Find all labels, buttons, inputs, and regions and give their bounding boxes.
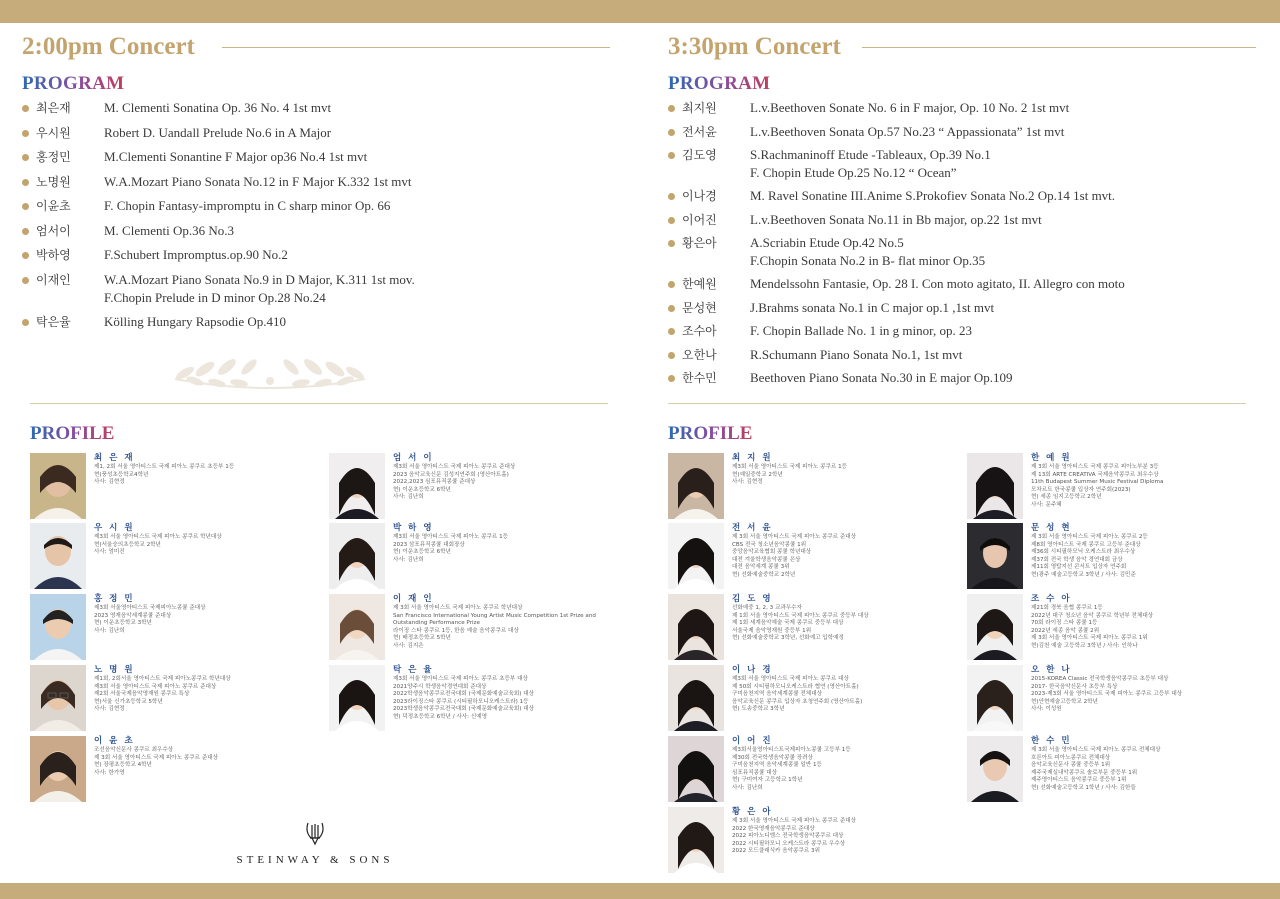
program-list bbox=[22, 99, 622, 337]
profile-name: 이 나 경 bbox=[732, 665, 773, 675]
profile-detail: 제 3회 서울 영아티스트 국제 피아노 콩쿠르 2등 bbox=[1031, 534, 1148, 540]
profile-name: 한 예 원 bbox=[1031, 453, 1072, 463]
profile-detail: 2017- 한국음악신문사 초등부 특상 bbox=[1031, 683, 1118, 690]
piece-title: A.Scriabin Etude Op.42 No.5 bbox=[750, 235, 904, 250]
profile-name: 탁 은 율 bbox=[393, 665, 434, 675]
performer-name: 한수민 bbox=[682, 371, 717, 385]
profile-detail: 현) 선화예술고등학교 1학년 / 사사: 김한들 bbox=[1031, 784, 1136, 791]
piece-title: M. Clementi Op.36 No.3 bbox=[104, 222, 234, 238]
profile-detail: 제 3회 서울 영아티스트 국제 피아노 콩쿠르 학년대상 bbox=[393, 605, 523, 611]
steinway-logo bbox=[220, 820, 410, 866]
bullet-icon bbox=[22, 228, 29, 235]
program-item bbox=[668, 369, 1268, 393]
profile-card bbox=[967, 594, 1153, 660]
profile-detail: 제1, 2회 서울 영아티스트 국제 피아노 콩쿠르 초등부 1등 bbox=[94, 464, 235, 470]
bullet-icon bbox=[668, 240, 675, 247]
program-item bbox=[668, 275, 1268, 299]
piece-title: L.v.Beethoven Sonata No.11 in Bb major, op.22 1st mvt bbox=[750, 211, 1042, 227]
program-item bbox=[22, 222, 622, 247]
profile-detail: Outstanding Performance Prize bbox=[393, 620, 480, 626]
performer-name: 최은재 bbox=[36, 101, 71, 115]
profile-detail: 2022년 대구 청소년 음악 콩쿠르 학년부 전체대상 bbox=[1031, 612, 1154, 619]
piece-title: L.v.Beethoven Sonata Op.57 No.23 “ Appassionata” 1st mvt bbox=[750, 123, 1065, 139]
profile-detail: 제36회 시티필하모닉 오케스트라 최우수상 bbox=[1031, 549, 1136, 555]
profile-detail: 제 3회 서울 영아티스트 국제 피아노 콩쿠르 전체대상 bbox=[1031, 747, 1161, 753]
profile-name: 엄 서 이 bbox=[393, 453, 434, 463]
profile-detail: 제 3회 서울 영아티스트 국제 콩쿠르 피아노부분 3등 bbox=[1031, 464, 1159, 470]
profile-detail: 11th Budapest Summer Music Festival Diploma bbox=[1031, 479, 1164, 485]
piece-title: F.Schubert Impromptus.op.90 No.2 bbox=[104, 247, 288, 262]
program-item bbox=[668, 146, 1268, 187]
piece-title: W.A.Mozart Piano Sonata No.12 in F Major K.332 1st mvt bbox=[104, 173, 412, 189]
piece-title: Mendelssohn Fantasie, Op. 28 I. Con moto agitato, II. Allegro con moto bbox=[750, 276, 1125, 291]
profile-detail: 대전 겨울학생음악콩쿨 은상 bbox=[732, 556, 801, 563]
profile-card bbox=[967, 665, 1182, 731]
performer-name: 이나경 bbox=[682, 189, 717, 203]
profile-detail: 대전 음악세계 콩쿨 3위 bbox=[732, 564, 790, 570]
profile-detail: 현)서울숭의초등학교 2학년 bbox=[94, 541, 161, 548]
profile-detail: 제3회 서울 영아티스트 국제 피아노 콩쿠르 대상 bbox=[732, 676, 849, 682]
bullet-icon bbox=[22, 105, 29, 112]
performer-name: 노명원 bbox=[36, 174, 71, 189]
program-item bbox=[668, 123, 1268, 147]
bullet-icon bbox=[22, 203, 29, 210]
laurel-ornament-icon bbox=[155, 345, 385, 389]
profile-detail: 현)광주 예술고등학교 3학년 / 사사: 김민준 bbox=[1031, 571, 1136, 578]
piece-title: F.Chopin Prelude in D minor Op.28 No.24 bbox=[104, 289, 326, 305]
bullet-icon bbox=[22, 154, 29, 161]
profile-detail: 현) 선화예술중학교 2학년 bbox=[732, 571, 796, 578]
profile-detail: 현)안현예술고등학교 2학년 bbox=[1031, 698, 1098, 705]
profile-card bbox=[967, 453, 1163, 519]
profile-detail: 2022학생음악콩쿠르전국대회 (국제문화예술교육회) 대상 bbox=[393, 691, 535, 697]
program-item bbox=[668, 211, 1268, 235]
profile-detail: 현) 선화예술중학교 3학년, 선화예고 입학예정 bbox=[732, 635, 844, 641]
profile-detail: 선화예중 1, 2, 3 교과우수자 bbox=[732, 605, 802, 611]
profile-detail: 사사: 김난희 bbox=[732, 784, 763, 791]
profile-detail: 제21회 경북 음협 콩쿠르 1등 bbox=[1031, 605, 1103, 611]
profile-detail: 제1회, 2회서울 영아티스트 국제 피아노콩쿠르 학년대상 bbox=[94, 676, 231, 682]
portrait-photo bbox=[668, 665, 724, 731]
bullet-icon bbox=[22, 277, 29, 284]
portrait-photo bbox=[668, 594, 724, 660]
bullet-icon bbox=[668, 193, 675, 200]
profile-detail: 현) 구미여자 고등학교 1학년 bbox=[732, 777, 803, 783]
profile-detail: 현)서울 신가초등학교 5학년 bbox=[94, 698, 163, 705]
portrait-photo bbox=[329, 453, 385, 519]
profile-detail: 70회 라이징 스타 콩쿨 1등 bbox=[1031, 620, 1098, 626]
portrait-photo bbox=[967, 523, 1023, 589]
profile-card bbox=[967, 736, 1160, 802]
profile-detail: 제3회 서울 영아티스트 국제 피아노 콩쿠르 1등 bbox=[732, 464, 848, 470]
profile-detail: 2022 피아노디엠스 전국학생음악콩쿠르 대상 bbox=[732, 833, 844, 839]
profile-card bbox=[967, 523, 1148, 589]
portrait-photo bbox=[967, 594, 1023, 660]
profile-detail: 제 1회 서울 영아티스트 국제 피아노 콩쿠르 중등부 대상 bbox=[732, 612, 869, 619]
piece-title: S.Rachmaninoff Etude -Tableaux, Op.39 No.1 bbox=[750, 147, 991, 162]
profile-name: 조 수 아 bbox=[1031, 594, 1072, 604]
profile-detail: 현) 배정초등학교 5학년 bbox=[393, 635, 451, 641]
performer-name: 이어진 bbox=[682, 212, 717, 227]
profile-detail: 2022년 세종 음악 콩쿨 2위 bbox=[1031, 627, 1100, 634]
profile-name: 박 하 영 bbox=[393, 523, 434, 533]
profile-detail: 제 3회 서울 영아티스트 국제 피아노 콩쿠르 준대상 bbox=[732, 534, 857, 540]
program-item bbox=[22, 271, 622, 313]
profile-card bbox=[668, 807, 856, 873]
portrait-photo bbox=[329, 523, 385, 589]
profile-name: 오 한 나 bbox=[1031, 665, 1072, 675]
bullet-icon bbox=[22, 179, 29, 186]
bullet-icon bbox=[668, 352, 675, 359]
profile-detail: 구미음천지역 음악세계콩쿨 전체대상 bbox=[732, 691, 823, 697]
portrait-photo bbox=[30, 453, 86, 519]
portrait-photo bbox=[668, 736, 724, 802]
profile-name: 홍 정 민 bbox=[94, 594, 135, 604]
section-divider bbox=[30, 403, 608, 404]
profile-card bbox=[30, 665, 231, 731]
brand-name: STEINWAY & SONS bbox=[236, 854, 394, 866]
piece-title: M. Clementi Sonatina Op. 36 No. 4 1st mvt bbox=[104, 100, 332, 115]
concert-title: 2:00pm Concert bbox=[22, 33, 195, 60]
right-concert-page bbox=[640, 23, 1280, 883]
profile-card bbox=[30, 523, 222, 589]
profile-card bbox=[30, 594, 206, 660]
bullet-icon bbox=[22, 319, 29, 326]
bullet-icon bbox=[22, 130, 29, 137]
profile-heading: PROFILE bbox=[668, 423, 753, 444]
profile-detail: 2021양주시 학생음악경연대회 준대상 bbox=[393, 683, 487, 690]
program-item bbox=[22, 313, 622, 338]
bullet-icon bbox=[668, 328, 675, 335]
program-heading: PROGRAM bbox=[22, 73, 125, 94]
profile-detail: 호른아트 피아노콩쿠르 전체대상 bbox=[1031, 754, 1111, 761]
profile-detail: 2023학생음악콩쿠르전국대회 (국제문화예술교육회) 대상 bbox=[393, 706, 535, 712]
section-divider bbox=[668, 403, 1246, 404]
profile-detail: 제 13회 ARTE CREATIVA 국제음악콩쿠르 최우수상 bbox=[1031, 471, 1159, 478]
profile-detail: 제2회 서울국제음악영재원 콩쿠르 특상 bbox=[94, 691, 190, 697]
profile-detail: 사사: 이성원 bbox=[1031, 706, 1062, 712]
profile-detail: 제3회 서울 영아티스트 국제 피아노 콩쿠르 준대상 bbox=[94, 683, 217, 690]
profile-heading: PROFILE bbox=[30, 423, 115, 444]
program-item bbox=[668, 299, 1268, 323]
piece-title: J.Brahms sonata No.1 in C major op.1 ,1st mvt bbox=[750, 299, 995, 315]
performer-name: 김도영 bbox=[682, 148, 717, 162]
concert-title: 3:30pm Concert bbox=[668, 33, 841, 60]
piece-title: M. Ravel Sonatine III.Anime S.Prokofiev Sonata No.2 Op.14 1st mvt. bbox=[750, 188, 1116, 203]
profile-name: 황 은 아 bbox=[732, 807, 773, 817]
title-divider bbox=[222, 47, 610, 48]
profile-name: 한 수 민 bbox=[1031, 736, 1072, 746]
bullet-icon bbox=[668, 375, 675, 382]
profile-name: 최 지 원 bbox=[732, 453, 773, 463]
program-item bbox=[668, 187, 1268, 211]
profile-detail: 제3회 서울 영아티스트 국제 피아노 콩쿠르 1등 bbox=[393, 534, 509, 540]
program-item bbox=[22, 173, 622, 198]
title-divider bbox=[862, 47, 1256, 48]
profile-card bbox=[30, 453, 234, 519]
profile-name: 이 재 인 bbox=[393, 594, 434, 604]
profile-detail: 사사: 김현정 bbox=[732, 479, 763, 485]
portrait-photo bbox=[30, 594, 86, 660]
profile-name: 전 서 윤 bbox=[732, 523, 773, 533]
profile-name: 우 시 원 bbox=[94, 523, 135, 533]
profile-detail: CBS 전국 청소년음악콩쿨 1위 bbox=[732, 541, 807, 548]
bullet-icon bbox=[668, 217, 675, 224]
profile-card bbox=[668, 594, 869, 660]
piece-title: Beethoven Piano Sonata No.30 in E major Op.109 bbox=[750, 370, 1013, 385]
program-item bbox=[22, 148, 622, 173]
profile-detail: 사사: 한가영 bbox=[94, 769, 125, 776]
profile-detail: 라이징 스타 콩쿠르 1등, 한음 예술 음악콩쿠르 대상 bbox=[393, 627, 519, 634]
profile-detail: 현) 이운초등학교 6학년 bbox=[393, 486, 451, 493]
program-heading: PROGRAM bbox=[668, 73, 771, 94]
profile-detail: 2023 음악교육신문 김성지연주회 (영산아트홀) bbox=[393, 471, 509, 478]
profile-card bbox=[668, 736, 851, 802]
profile-detail: 심포뮤직콩쿨 대상 bbox=[732, 769, 778, 776]
profile-detail: 사사: 김현정 bbox=[94, 706, 125, 712]
profile-card bbox=[668, 453, 847, 519]
performer-name: 문성현 bbox=[682, 300, 717, 315]
profile-detail: 사사: 엄미진 bbox=[94, 549, 125, 555]
performer-name: 박하영 bbox=[36, 248, 71, 262]
performer-name: 엄서이 bbox=[36, 223, 71, 238]
piece-title: W.A.Mozart Piano Sonata No.9 in D Major, K.311 1st mov. bbox=[104, 271, 415, 287]
profile-detail: 제37회 전국 학생 음악 경연대회 금상 bbox=[1031, 556, 1123, 563]
profile-detail: 제3회 서울 영아티스트 국제 피아노 콩쿠르 학년대상 bbox=[94, 534, 222, 540]
profile-detail: 제8회 영아티스트 국제 콩쿠르 고등부 준대상 bbox=[1031, 541, 1141, 548]
portrait-photo bbox=[967, 665, 1023, 731]
profile-detail: San Francisco International Young Artist Music Competition 1st Prize and bbox=[393, 612, 596, 619]
profile-detail: 제3회서울영아티스트국제피아노콩쿨 고등부 1등 bbox=[732, 747, 851, 753]
program-item bbox=[668, 346, 1268, 370]
profile-card bbox=[668, 523, 856, 589]
profile-detail: 제 3회 서울 영아티스트 국제 피아노 콩쿠르 준대상 bbox=[732, 818, 857, 824]
portrait-photo bbox=[329, 594, 385, 660]
profile-detail: 중앙음악교육협회 콩쿨 학년대상 bbox=[732, 549, 812, 555]
bottom-gold-band bbox=[0, 883, 1280, 899]
piece-title: L.v.Beethoven Sonate No. 6 in F major, Op. 10 No. 2 1st mvt bbox=[750, 100, 1070, 115]
portrait-photo bbox=[967, 736, 1023, 802]
profile-detail: 제 3회 서울 영아티스트 국제 피아노 콩쿠르 준대상 bbox=[94, 754, 219, 761]
bullet-icon bbox=[668, 105, 675, 112]
profile-detail: 제주국제실내악콩쿠르 솔로부문 중등부 1위 bbox=[1031, 769, 1138, 776]
program-item bbox=[22, 124, 622, 149]
profile-detail: 2022 시티필하모니 오케스트라 콩쿠르 우수상 bbox=[732, 840, 846, 847]
profile-detail: 2022,2023 심포뮤직콩쿨 준대상 bbox=[393, 479, 476, 485]
piece-title: R.Schumann Piano Sonata No.1, 1st mvt bbox=[750, 346, 963, 362]
profile-name: 문 성 현 bbox=[1031, 523, 1072, 533]
left-concert-page bbox=[0, 23, 640, 883]
piece-title: Robert D. Uandall Prelude No.6 in A Major bbox=[104, 124, 332, 140]
profile-detail: 음악교육신문사 콩쿨 중등부 1위 bbox=[1031, 762, 1111, 768]
performer-name: 최지원 bbox=[682, 101, 717, 115]
profile-name: 이 어 진 bbox=[732, 736, 773, 746]
profile-detail: 사사: 김난희 bbox=[393, 494, 424, 500]
profile-name: 노 명 원 bbox=[94, 665, 135, 675]
profile-detail: 현) 이운초등학교 3학년 bbox=[94, 620, 152, 626]
profile-card bbox=[329, 665, 534, 731]
profile-detail: 현)풍성초등학교4학년 bbox=[94, 471, 149, 478]
profile-detail: 사사: 김현정 bbox=[94, 479, 125, 485]
portrait-photo bbox=[30, 665, 86, 731]
lyre-icon bbox=[303, 820, 327, 846]
profile-detail: 음악교육신문 콩쿠르 입상자 초청연주회 (영산아트홀) bbox=[732, 698, 863, 705]
profile-card bbox=[668, 665, 862, 731]
piece-title: Kölling Hungary Rapsodie Op.410 bbox=[104, 313, 286, 329]
performer-name: 홍정민 bbox=[36, 150, 71, 164]
bullet-icon bbox=[668, 152, 675, 159]
program-list bbox=[668, 99, 1268, 393]
profile-detail: 제30회 전국학생음악콩쿨 장려상 bbox=[732, 754, 813, 761]
bullet-icon bbox=[22, 252, 29, 259]
profile-detail: 현) 이운초등학교 6학년 bbox=[393, 549, 451, 555]
piece-title: F.Chopin Sonata No.2 in B- flat minor Op.35 bbox=[750, 253, 986, 268]
profile-detail: 2023 삼포뮤직콩쿨 대회장상 bbox=[393, 541, 465, 548]
profile-detail: 현) 도송중학교 3학년 bbox=[732, 706, 785, 712]
portrait-photo bbox=[30, 523, 86, 589]
piece-title: F. Chopin Ballade No. 1 in g minor, op. 23 bbox=[750, 323, 972, 338]
portrait-photo bbox=[668, 523, 724, 589]
portrait-photo bbox=[668, 453, 724, 519]
piece-title: F. Chopin Fantasy-impromptu in C sharp minor Op. 66 bbox=[104, 198, 391, 213]
program-item bbox=[22, 246, 622, 271]
portrait-photo bbox=[329, 665, 385, 731]
profile-detail: 2023-제3회 서울 영아티스트 국제 피아노 콩쿠르 고등부 대상 bbox=[1031, 691, 1183, 697]
profile-detail: 제 50회 시티필하모니오케스트라 협연 (영산아트홀) bbox=[732, 683, 859, 690]
top-gold-band bbox=[0, 0, 1280, 23]
profile-name: 최 은 재 bbox=[94, 453, 135, 463]
profile-detail: 모차르트 한국콩쿨 입상자 연주회(2023) bbox=[1031, 486, 1131, 493]
program-item bbox=[22, 99, 622, 124]
performer-name: 이재인 bbox=[36, 272, 71, 287]
profile-card bbox=[329, 453, 515, 519]
profile-detail: 서울국제 음악영재원 중등부 1위 bbox=[732, 627, 812, 634]
program-item bbox=[668, 322, 1268, 346]
profile-detail: 2023 영재음악세계콩쿨 준대상 bbox=[94, 612, 172, 619]
performer-name: 황은아 bbox=[682, 236, 717, 250]
piece-title: M.Clementi Sonantine F Major op36 No.4 1st mvt bbox=[104, 149, 368, 164]
profile-detail: 현)김천 예술 고등학교 3학년 / 사사: 인하나 bbox=[1031, 642, 1138, 649]
profile-detail: 제3회 서울영아티스트 국제피아노콩쿨 준대상 bbox=[94, 605, 206, 611]
profile-detail: 조선음악신문사 콩쿠르 최우수상 bbox=[94, 747, 174, 753]
profile-detail: 현) 세종 임지고등학교 2학년 bbox=[1031, 494, 1102, 500]
profile-detail: 현) 장평초등학교 4학년 bbox=[94, 762, 152, 768]
profile-detail: 사사: 김난희 bbox=[393, 556, 424, 563]
bullet-icon bbox=[668, 305, 675, 312]
profile-card bbox=[329, 594, 596, 660]
profile-detail: 제 3회 서울 영아티스트 국제 피아노 콩쿠르 1위 bbox=[1031, 635, 1148, 641]
profile-detail: 사사: 김난희 bbox=[94, 627, 125, 634]
profile-detail: 사사: 문주혜 bbox=[1031, 501, 1062, 508]
performer-name: 이윤초 bbox=[36, 199, 71, 213]
profile-detail: 2022 한국영재음악콩쿠르 준대상 bbox=[732, 825, 815, 832]
performer-name: 오한나 bbox=[682, 347, 717, 362]
profile-detail: 2015-KOREA Classic 전국학생음악콩쿠르 초등부 대상 bbox=[1031, 676, 1169, 682]
profile-card bbox=[30, 736, 218, 802]
performer-name: 탁은율 bbox=[36, 314, 71, 329]
program-item bbox=[668, 99, 1268, 123]
bullet-icon bbox=[668, 281, 675, 288]
profile-detail: 2023라이징스타 콩쿠르 (시티필하모니오케스트라) 1등 bbox=[393, 698, 529, 705]
performer-name: 우시원 bbox=[36, 125, 71, 140]
piece-title: F. Chopin Etude Op.25 No.12 “ Ocean” bbox=[750, 165, 957, 180]
profile-name: 김 도 영 bbox=[732, 594, 773, 604]
profile-detail: 제3회 서울 영아티스트 국제 피아노 콩쿠르 준대상 bbox=[393, 464, 516, 470]
bullet-icon bbox=[668, 129, 675, 136]
portrait-photo bbox=[967, 453, 1023, 519]
profile-detail: 제 1회 세계음악예술 국제 콩쿠르 중등부 대상 bbox=[732, 620, 844, 626]
profile-detail: 구미음천지역 음악세계콩쿨 일반 1등 bbox=[732, 762, 822, 768]
profile-card bbox=[329, 523, 508, 589]
performer-name: 조수아 bbox=[682, 324, 717, 338]
portrait-photo bbox=[668, 807, 724, 873]
profile-detail: 제3회 서울 영아티스트 국제 피아노 콩쿠르 초등부 대상 bbox=[393, 676, 528, 682]
profile-detail: 사사: 김지은 bbox=[393, 642, 424, 649]
program-item bbox=[22, 197, 622, 222]
program-item bbox=[668, 234, 1268, 275]
profile-detail: 현)예일중학교 2학년 bbox=[732, 471, 783, 478]
portrait-photo bbox=[30, 736, 86, 802]
performer-name: 전서윤 bbox=[682, 124, 717, 139]
performer-name: 한예원 bbox=[682, 277, 717, 291]
profile-detail: 제11회 영탑지선 콘서트 입상자 연주회 bbox=[1031, 564, 1127, 570]
profile-detail: 현) 덕정초등학교 6학년 / 사사: 신예영 bbox=[393, 713, 488, 720]
profile-detail: 2022 모드클래식카 음악콩쿠르 3위 bbox=[732, 848, 820, 854]
profile-detail: 제주영아티스트 음악콩쿠르 중등부 1위 bbox=[1031, 777, 1127, 783]
profile-name: 이 윤 초 bbox=[94, 736, 135, 746]
